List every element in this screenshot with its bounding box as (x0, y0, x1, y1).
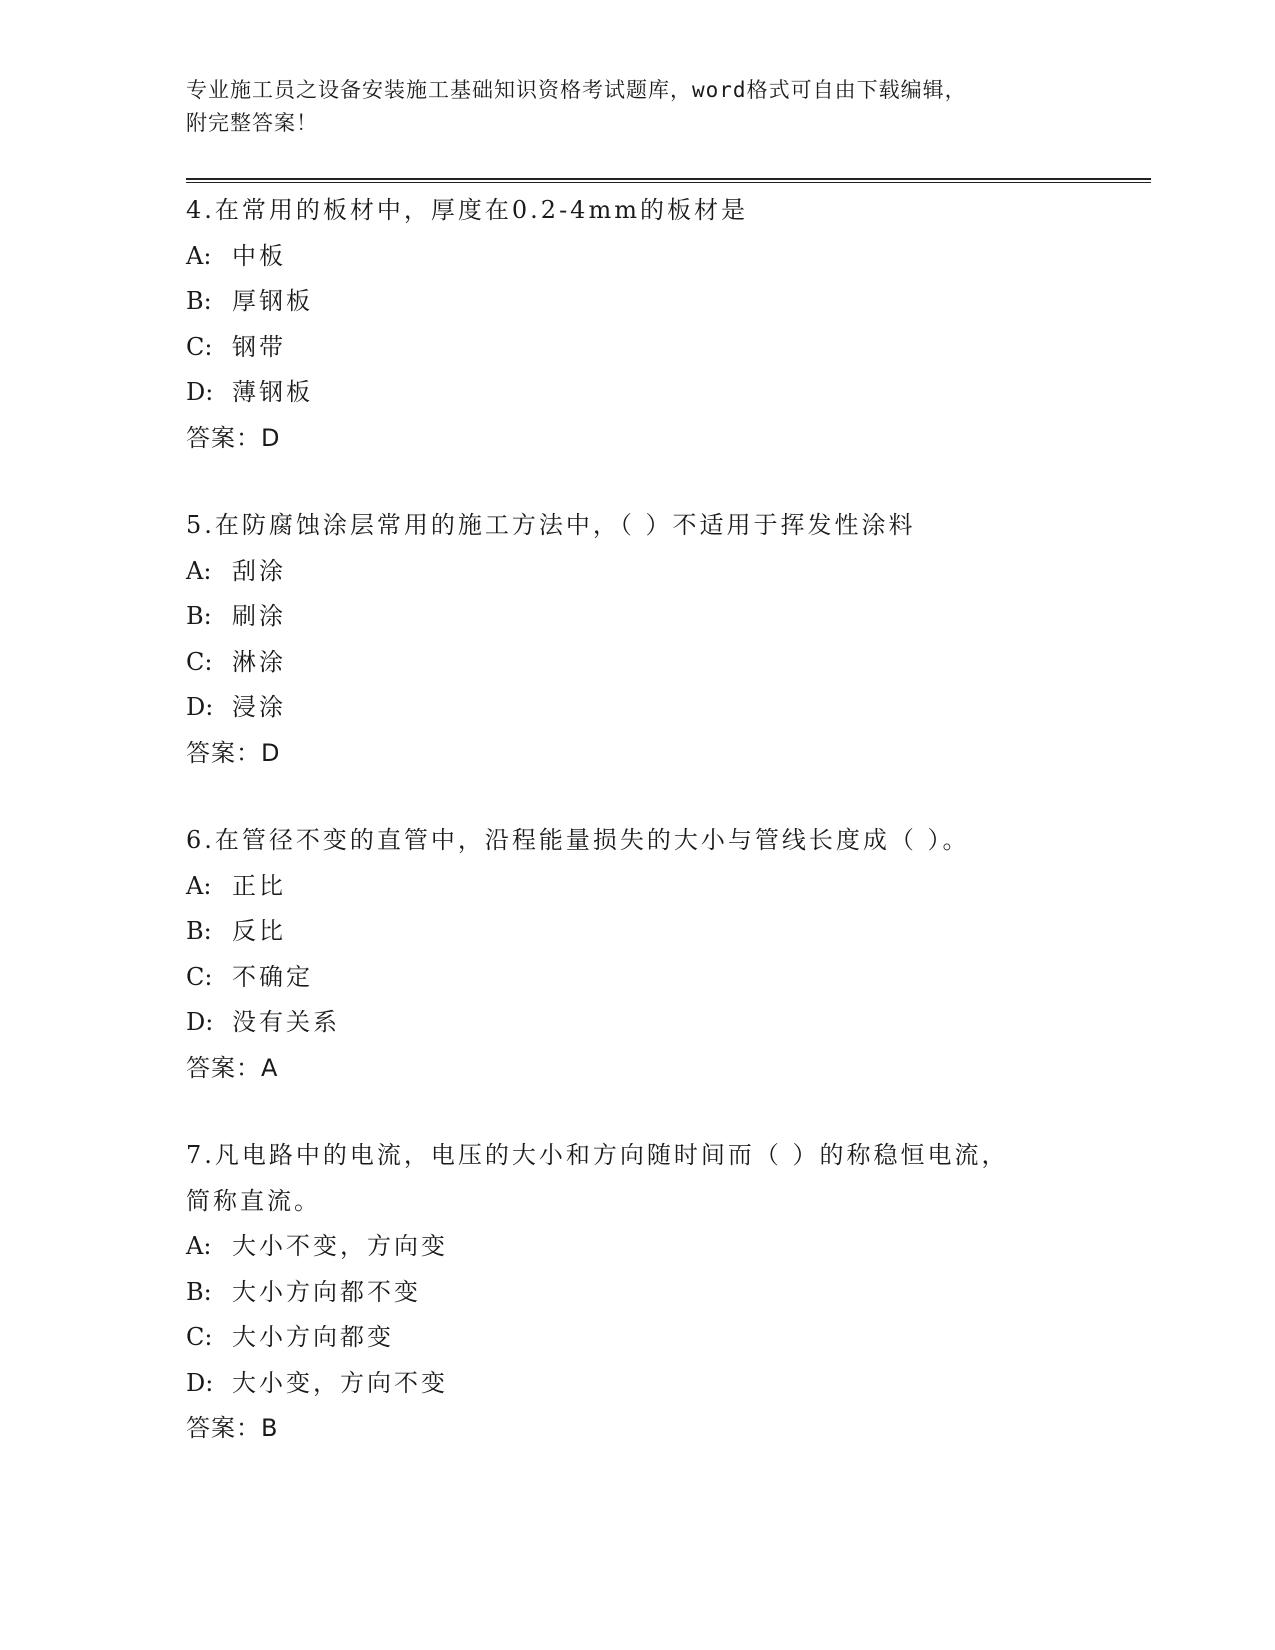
option-d (186, 685, 1151, 731)
option-d (186, 370, 1151, 416)
option-text: 浸涂 (232, 693, 286, 721)
question-stem-line-2: 简称直流。 (186, 1186, 321, 1215)
option-b (186, 1270, 1151, 1316)
option-d (186, 1361, 1151, 1407)
option-key: A: (186, 871, 212, 900)
question-7 (186, 1133, 1151, 1452)
option-key: A: (186, 1232, 212, 1260)
option-key: C: (186, 647, 213, 676)
option-c (186, 325, 1151, 371)
option-key: D: (186, 1008, 214, 1036)
header-line-2: 附完整答案！ (186, 111, 318, 135)
option-key: D: (186, 378, 214, 406)
option-text: 大小不变，方向变 (232, 1232, 448, 1260)
question-stem: 6.在管径不变的直管中，沿程能量损失的大小与管线长度成（ ）。 (186, 826, 970, 854)
option-key: B: (186, 917, 212, 945)
option-a (186, 1224, 1151, 1270)
question-spacer (186, 1091, 1151, 1133)
option-text: 大小方向都变 (232, 1323, 394, 1351)
option-text: 大小方向都不变 (232, 1277, 421, 1306)
option-b (186, 279, 1151, 325)
option-key: C: (186, 962, 213, 991)
option-text: 没有关系 (232, 1008, 340, 1036)
answer-line: 答案：D (186, 738, 281, 767)
option-text: 厚钢板 (232, 287, 313, 315)
option-text: 淋涂 (232, 647, 286, 676)
question-stem: 4.在常用的板材中，厚度在0.2-4mm的板材是 (186, 196, 748, 224)
option-text: 薄钢板 (232, 378, 313, 406)
option-a (186, 234, 1151, 280)
option-text: 大小变，方向不变 (232, 1368, 448, 1397)
question-stem-line-1: 7.凡电路中的电流，电压的大小和方向随时间而（ ）的称稳恒电流， (186, 1141, 1009, 1169)
document-header (186, 74, 1086, 140)
option-text: 刷涂 (232, 602, 286, 630)
option-c (186, 640, 1151, 686)
answer-line: 答案：D (186, 423, 281, 452)
option-b (186, 909, 1151, 955)
option-key: A: (186, 241, 212, 270)
option-text: 正比 (232, 871, 286, 900)
answer-line: 答案：B (186, 1414, 279, 1442)
option-a (186, 864, 1151, 910)
option-key: A: (186, 556, 212, 585)
option-c (186, 1315, 1151, 1361)
header-divider (186, 178, 1151, 183)
option-text: 刮涂 (232, 556, 286, 585)
option-text: 反比 (232, 917, 286, 945)
question-spacer (186, 461, 1151, 503)
question-stem: 5.在防腐蚀涂层常用的施工方法中，（ ）不适用于挥发性涂料 (186, 511, 916, 539)
question-4 (186, 188, 1151, 461)
option-a (186, 549, 1151, 595)
option-key: B: (186, 287, 212, 315)
question-6 (186, 818, 1151, 1091)
option-key: B: (186, 602, 212, 630)
option-text: 中板 (232, 241, 286, 270)
option-key: C: (186, 332, 213, 361)
option-key: D: (186, 1368, 214, 1397)
option-key: D: (186, 693, 214, 721)
header-line-1: 专业施工员之设备安装施工基础知识资格考试题库，word格式可自由下载编辑， (186, 78, 967, 102)
question-list (186, 188, 1151, 1452)
option-key: C: (186, 1323, 213, 1351)
question-spacer (186, 776, 1151, 818)
option-text: 钢带 (232, 332, 286, 361)
answer-line: 答案：A (186, 1053, 279, 1082)
option-key: B: (186, 1277, 212, 1306)
option-text: 不确定 (232, 962, 313, 991)
option-c (186, 955, 1151, 1001)
question-5 (186, 503, 1151, 776)
option-d (186, 1000, 1151, 1046)
option-b (186, 594, 1151, 640)
